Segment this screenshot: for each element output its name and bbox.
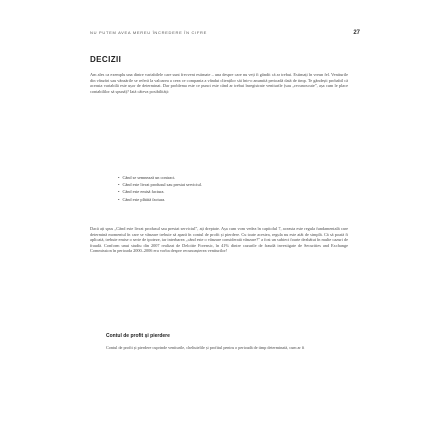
running-title: NU PUTEM AVEA MEREU ÎNCREDERE ÎN CIFRE: [90, 30, 207, 35]
box-heading: Contul de profit și pierdere: [106, 333, 170, 339]
section-heading: DECIZII: [90, 55, 122, 64]
bullet-item: • Când este livrat produsul sau prestat serviciul.: [118, 181, 318, 188]
bullet-item: • Când este plătită factura.: [118, 196, 318, 203]
page-number: 27: [353, 30, 360, 36]
bullet-list: [118, 174, 318, 203]
bullet-item: • Când este emisă factura.: [118, 188, 318, 195]
paragraph-revenue-recognition: Dacă ați spus „Când este livrat produsul sau prestat serviciul”, ați dreptate. Așa cum vom vedea în capitolul 7, aceasta este regula fundamentală care determină momentul în care se vânzare trebuie să apară în contul de profit și pierdere. Cu toate acestea, regula nu este atât de simplă. Că să poată fi aplicată, trebuie emise o serie de ipoteze, iar interbarea „când este o vânzare considerată vânzare?” a fost un subiect foarte dezbătut în multe cazuri de fraudă. Conform unui studiu din 2007 realizat de Deloitte Forensic, în 41% dintre cazurile de fraudă investigate de Securities and Exchange Commission în perioada 2000–2006 era vorba despre recunoașterea veniturilor!: [90, 226, 348, 254]
bullet-item: • Când se semnează un contract.: [118, 174, 318, 181]
paragraph-intro: Am ales ca exemplu una dintre variabilele care sunt frecvent estimate – una despre care nu veți fi gândit că ar trebui. Estimați în vreun fel. Veniturile din vânzări sau vânzările se referă la valoarea a ceea ce compania a vândut clienților săi într-o anumită perioadă dată de timp. Te gândești probabil că aceasta variabilă este ușor de determinat. Dar problema este ce punct este când ar trebui înregistrate veniturile (sau „recunoscute”, așa cum le place contabililor să spună)? Iată câteva posibilități:: [90, 72, 348, 94]
box-text: Contul de profit și pierdere cuprinde veniturile, cheltuielile și profitul pentru o perioadă de timp determinată, cum ar fi: [106, 345, 305, 350]
running-head: [90, 30, 360, 36]
